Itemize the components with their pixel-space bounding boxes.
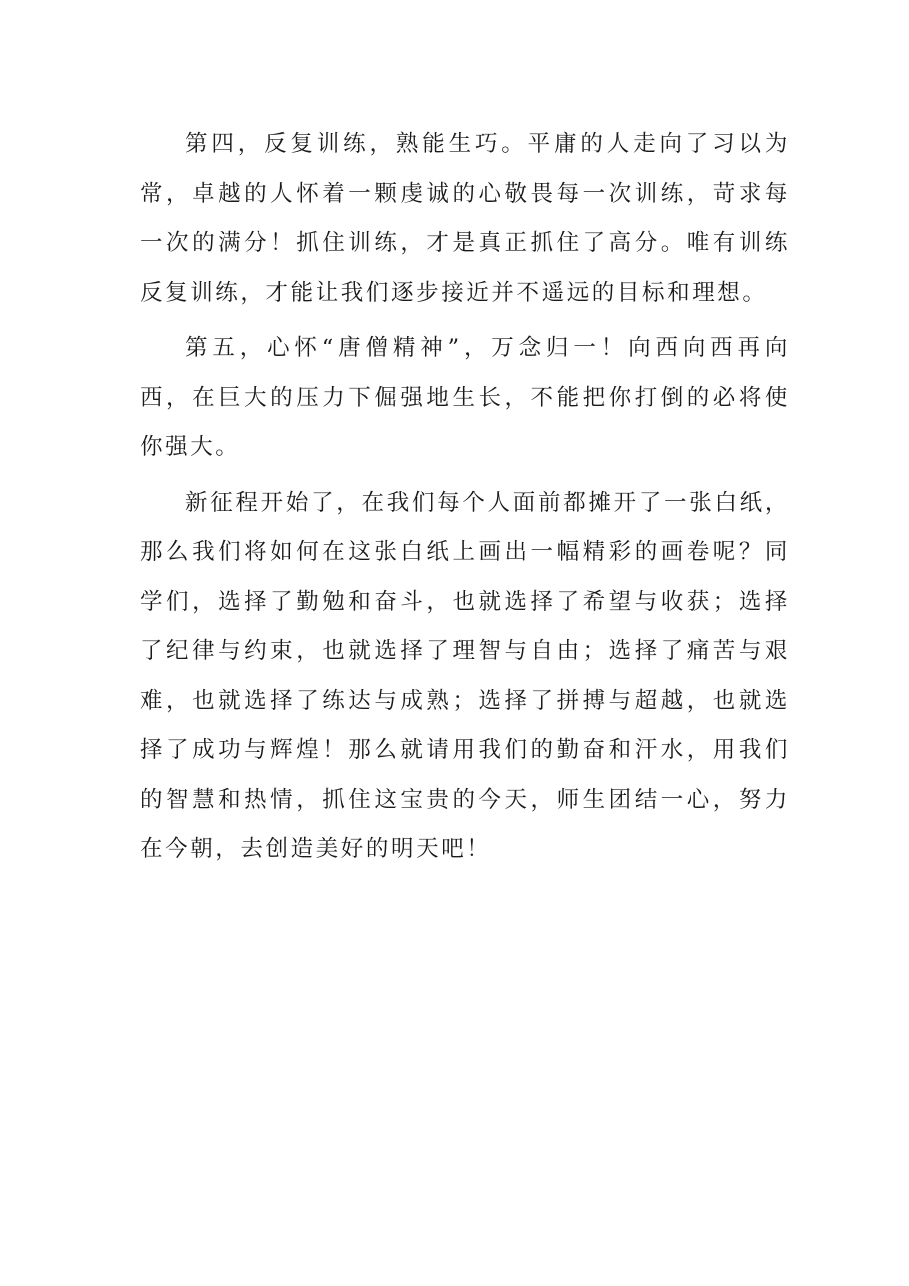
paragraph-fifth-point: 第五，心怀“唐僧精神”，万念归一！向西向西再向西，在巨大的压力下倔强地生长，不能把你打倒的必将使你强大。 [140,335,790,460]
paragraph-fourth-point: 第四，反复训练，熟能生巧。平庸的人走向了习以为常，卓越的人怀着一颗虔诚的心敬畏每一次训练，苛求每一次的满分！抓住训练，才是真正抓住了高分。唯有训练反复训练，才能让我们逐步接近并不遥远的目标和理想。 [140,131,790,306]
paragraph-conclusion: 新征程开始了，在我们每个人面前都摊开了一张白纸，那么我们将如何在这张白纸上画出一幅精彩的画卷呢？同学们，选择了勤勉和奋斗，也就选择了希望与收获；选择了纪律与约束，也就选择了理智与自由；选择了痛苦与艰难，也就选择了练达与成熟；选择了拼搏与超越，也就选择了成功与辉煌！那么就请用我们的勤奋和汗水，用我们的智慧和热情，抓住这宝贵的今天，师生团结一心，努力在今朝，去创造美好的明天吧！ [140,489,790,862]
document-body [140,120,790,881]
